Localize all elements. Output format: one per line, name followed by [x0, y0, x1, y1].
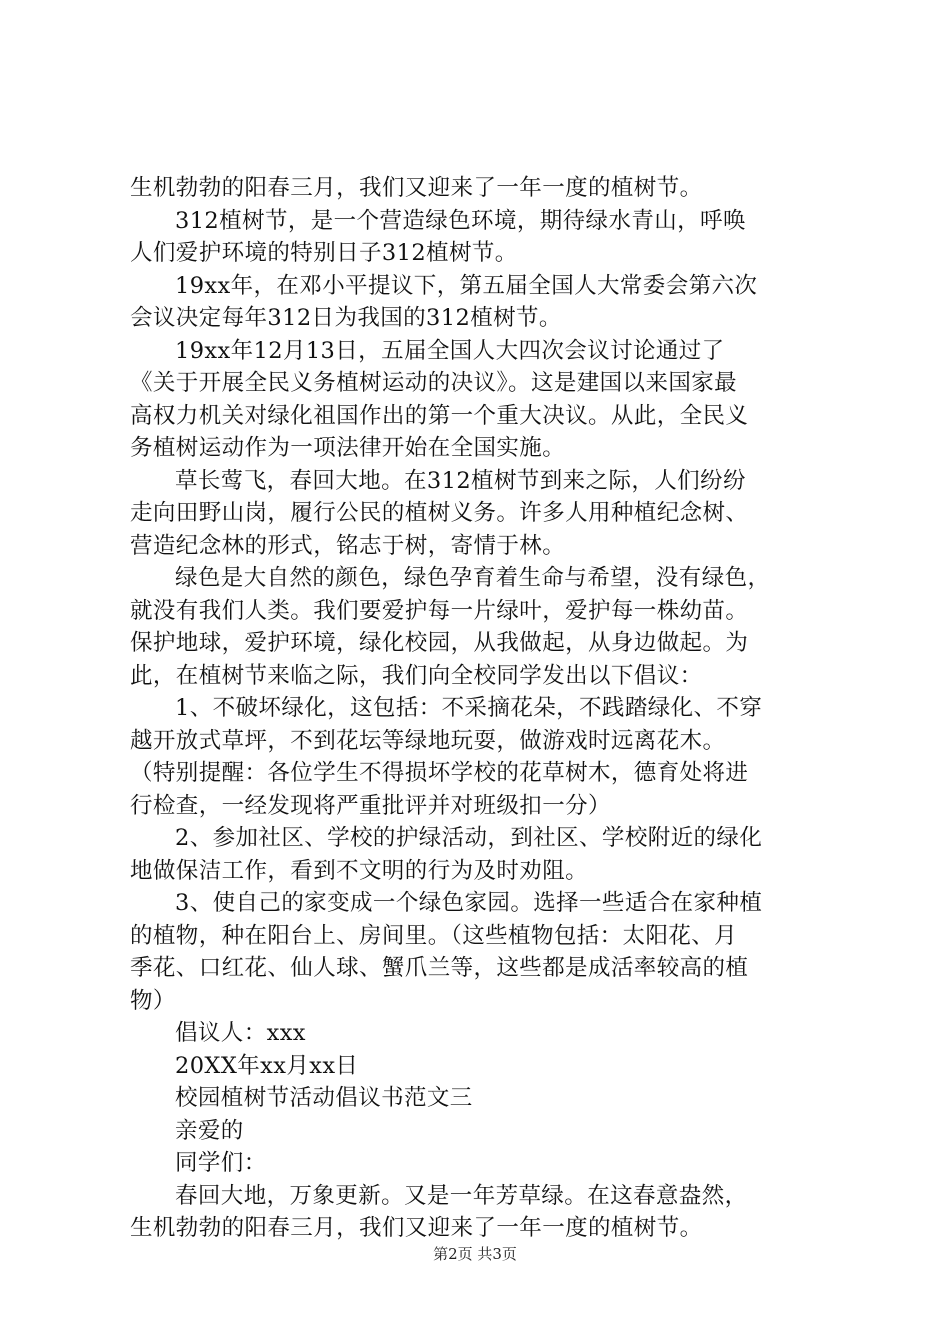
- text-line: 走向田野山岗，履行公民的植树义务。许多人用种植纪念树、: [130, 500, 749, 526]
- text-line: 保护地球，爱护环境，绿化校园，从我做起，从身边做起。为: [130, 630, 749, 656]
- text-line: 草长莺飞，春回大地。在312植树节到来之际，人们纷纷: [175, 467, 746, 494]
- text-line: 312植树节，是一个营造绿色环境，期待绿水青山，呼唤: [175, 207, 746, 234]
- text-line: 春回大地，万象更新。又是一年芳草绿。在这春意盎然，: [175, 1182, 748, 1209]
- text-line: 2、参加社区、学校的护绿活动，到社区、学校附近的绿化: [175, 825, 763, 851]
- text-line: 的植物，种在阳台上、房间里。（这些植物包括：太阳花、月: [130, 922, 738, 949]
- text-line: 生机勃勃的阳春三月，我们又迎来了一年一度的植树节。: [130, 175, 703, 201]
- page-footer: [0, 1243, 950, 1264]
- text-line: 同学们：: [175, 1150, 267, 1176]
- text-line: 会议决定每年312日为我国的312植树节。: [130, 305, 562, 331]
- text-line: 人们爱护环境的特别日子312植树节。: [130, 240, 518, 266]
- text-line: 就没有我们人类。我们要爱护每一片绿叶，爱护每一株幼苗。: [130, 597, 749, 624]
- text-line: 营造纪念林的形式，铭志于树，寄情于林。: [130, 532, 566, 559]
- text-line: 1、不破坏绿化，这包括：不采摘花朵，不践踏绿化、不穿: [175, 695, 763, 721]
- text-line: 19xx年，在邓小平提议下，第五届全国人大常委会第六次: [175, 272, 758, 299]
- text-line: 此，在植树节来临之际，我们向全校同学发出以下倡议：: [130, 662, 703, 689]
- text-line: 行检查，一经发现将严重批评并对班级扣一分）: [130, 792, 611, 819]
- document-body: [130, 172, 830, 1245]
- text-line: 务植树运动作为一项法律开始在全国实施。: [130, 435, 566, 461]
- text-line: 越开放式草坪，不到花坛等绿地玩耍，做游戏时远离花木。: [130, 727, 726, 754]
- text-line: 倡议人：xxx: [175, 1020, 306, 1046]
- text-line: 3、使自己的家变成一个绿色家园。选择一些适合在家种植: [175, 890, 763, 916]
- text-line: 季花、口红花、仙人球、蟹爪兰等，这些都是成活率较高的植: [130, 955, 749, 981]
- text-line: 校园植树节活动倡议书范文三: [175, 1085, 473, 1111]
- text-line: （特别提醒：各位学生不得损坏学校的花草树木，德育处将进: [130, 760, 749, 786]
- text-line: 《关于开展全民义务植树运动的决议》。这是建国以来国家最: [130, 370, 738, 396]
- text-line: 20XX年xx月xx日: [175, 1052, 359, 1079]
- text-line: 19xx年12月13日，五届全国人大四次会议讨论通过了: [175, 337, 725, 364]
- text-line: 物）: [130, 987, 176, 1014]
- text-line: 亲爱的: [175, 1117, 244, 1144]
- text-line: 高权力机关对绿化祖国作出的第一个重大决议。从此，全民义: [130, 402, 749, 429]
- text-line: 生机勃勃的阳春三月，我们又迎来了一年一度的植树节。: [130, 1215, 703, 1241]
- page-number-label: 第2页 共3页: [433, 1245, 517, 1263]
- text-line: 地做保洁工作，看到不文明的行为及时劝阻。: [130, 857, 589, 884]
- text-line: 绿色是大自然的颜色，绿色孕育着生命与希望，没有绿色，: [175, 565, 771, 591]
